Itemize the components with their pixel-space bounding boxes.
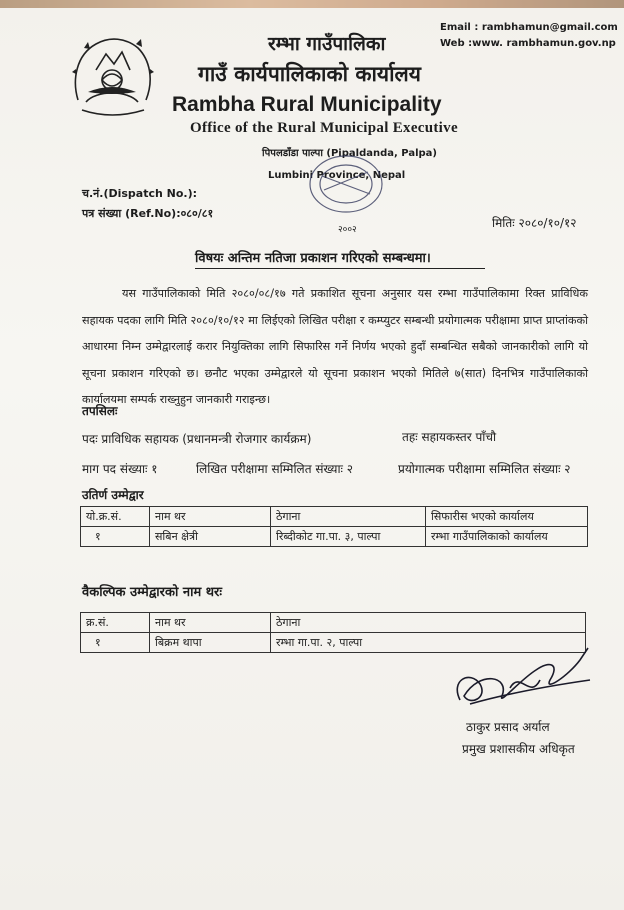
level-text: तहः सहायकस्तर पाँचौ (402, 430, 497, 444)
passed-heading: उतिर्ण उम्मेद्वार (82, 488, 144, 502)
signatory-designation: प्रमुख प्रशासकीय अधिकृत (462, 742, 575, 756)
address-line-1: पिपलडाँडा पाल्पा (Pipaldanda, Palpa) (262, 148, 437, 159)
letter-date: मितिः २०८०/१०/१२ (492, 216, 577, 230)
contact-block (440, 20, 618, 52)
column-header: यो.क्र.सं. (81, 507, 150, 527)
post-text: पदः प्राविधिक सहायक (प्रधानमन्त्री रोजगार कार्यक्रम) (82, 432, 312, 446)
signatory-name: ठाकुर प्रसाद अर्याल (466, 720, 550, 734)
email-text: Email : rambhamun@gmail.com (440, 22, 618, 33)
office-name-english: Office of the Rural Municipal Executive (190, 120, 458, 136)
table-cell: १ (81, 633, 150, 653)
passed-table (80, 506, 588, 547)
table-cell: रिब्दीकोट गा.पा. ३, पाल्पा (271, 527, 426, 547)
column-header: ठेगाना (271, 613, 586, 633)
table-header-row (81, 507, 588, 527)
address-line-2: Lumbini Province, Nepal (268, 170, 406, 181)
table-cell: रम्भा गा.पा. २, पाल्पा (271, 633, 586, 653)
office-stamp-icon (300, 150, 392, 222)
table-header-row (81, 613, 586, 633)
table-cell: १ (81, 527, 150, 547)
column-header: क्र.सं. (81, 613, 150, 633)
table-row (81, 527, 588, 547)
column-header: नाम थर (150, 507, 271, 527)
table-cell: बिक्रम थापा (150, 633, 271, 653)
practical-count: प्रयोगात्मक परीक्षामा सम्मिलित संख्याः २ (398, 462, 571, 476)
table-cell: रम्भा गाउँपालिकाको कार्यालय (426, 527, 588, 547)
table-cell: सबिन क्षेत्री (150, 527, 271, 547)
body-paragraph (82, 281, 588, 414)
reference-number: पत्र संख्या (Ref.No):०८०/८१ (82, 207, 214, 220)
signature-icon (440, 640, 600, 730)
column-header: ठेगाना (271, 507, 426, 527)
dispatch-number: च.नं.(Dispatch No.): (82, 187, 198, 200)
alternate-heading: वैकल्पिक उम्मेद्वारको नाम थरः (82, 585, 223, 600)
municipality-name-nepali: रम्भा गाउँपालिका (268, 33, 386, 55)
nepal-emblem-icon (66, 30, 158, 122)
subject-underline (195, 268, 485, 269)
written-count: लिखित परीक्षामा सम्मिलित संख्याः २ (196, 462, 354, 476)
office-name-nepali: गाउँ कार्यपालिकाको कार्यालय (198, 62, 421, 86)
body-text: यस गाउँपालिकाको मिति २०८०/०८/१७ गते प्रकाशित सूचना अनुसार यस रम्भा गाउँपालिकामा रिक्त प्राविधिक सहायक पदका लागि मिति २०८०/१०/१२ मा लिईएको लिखित परीक्षा र कम्प्युटर सम्बन्धी प्रयोगात्मक परीक्षामा प्राप्त प्राप्तांकको आधारमा निम्न उम्मेद्वारलाई करार नियुक्तिका लागि सिफारिस गर्ने निर्णय भएको हुदाँ सम्बन्धित सबैको जानकारीको लागि यो सूचना प्रकाशन गरिएको छ। छनौट भएका उम्मेद्वारले यो सूचना प्रकाशन भएको मितिले ७(सात) दिनभित्र गाउँपालिकाको कार्यालयमा सम्पर्क राख्नुहुन जानकारी गराइन्छ। (82, 287, 588, 406)
demand-count: माग पद संख्याः १ (82, 462, 158, 476)
column-header: नाम थर (150, 613, 271, 633)
website-text: Web :www. rambhamun.gov.np (440, 38, 616, 49)
column-header: सिफारीस भएको कार्यालय (426, 507, 588, 527)
stamp-number: २००२ (338, 225, 357, 235)
municipality-name-english: Rambha Rural Municipality (172, 93, 442, 116)
subject-line: विषयः अन्तिम नतिजा प्रकाशन गरिएको सम्बन्धमा। (195, 251, 431, 266)
details-heading: तपसिलः (82, 404, 118, 418)
page-top-edge (0, 0, 624, 8)
